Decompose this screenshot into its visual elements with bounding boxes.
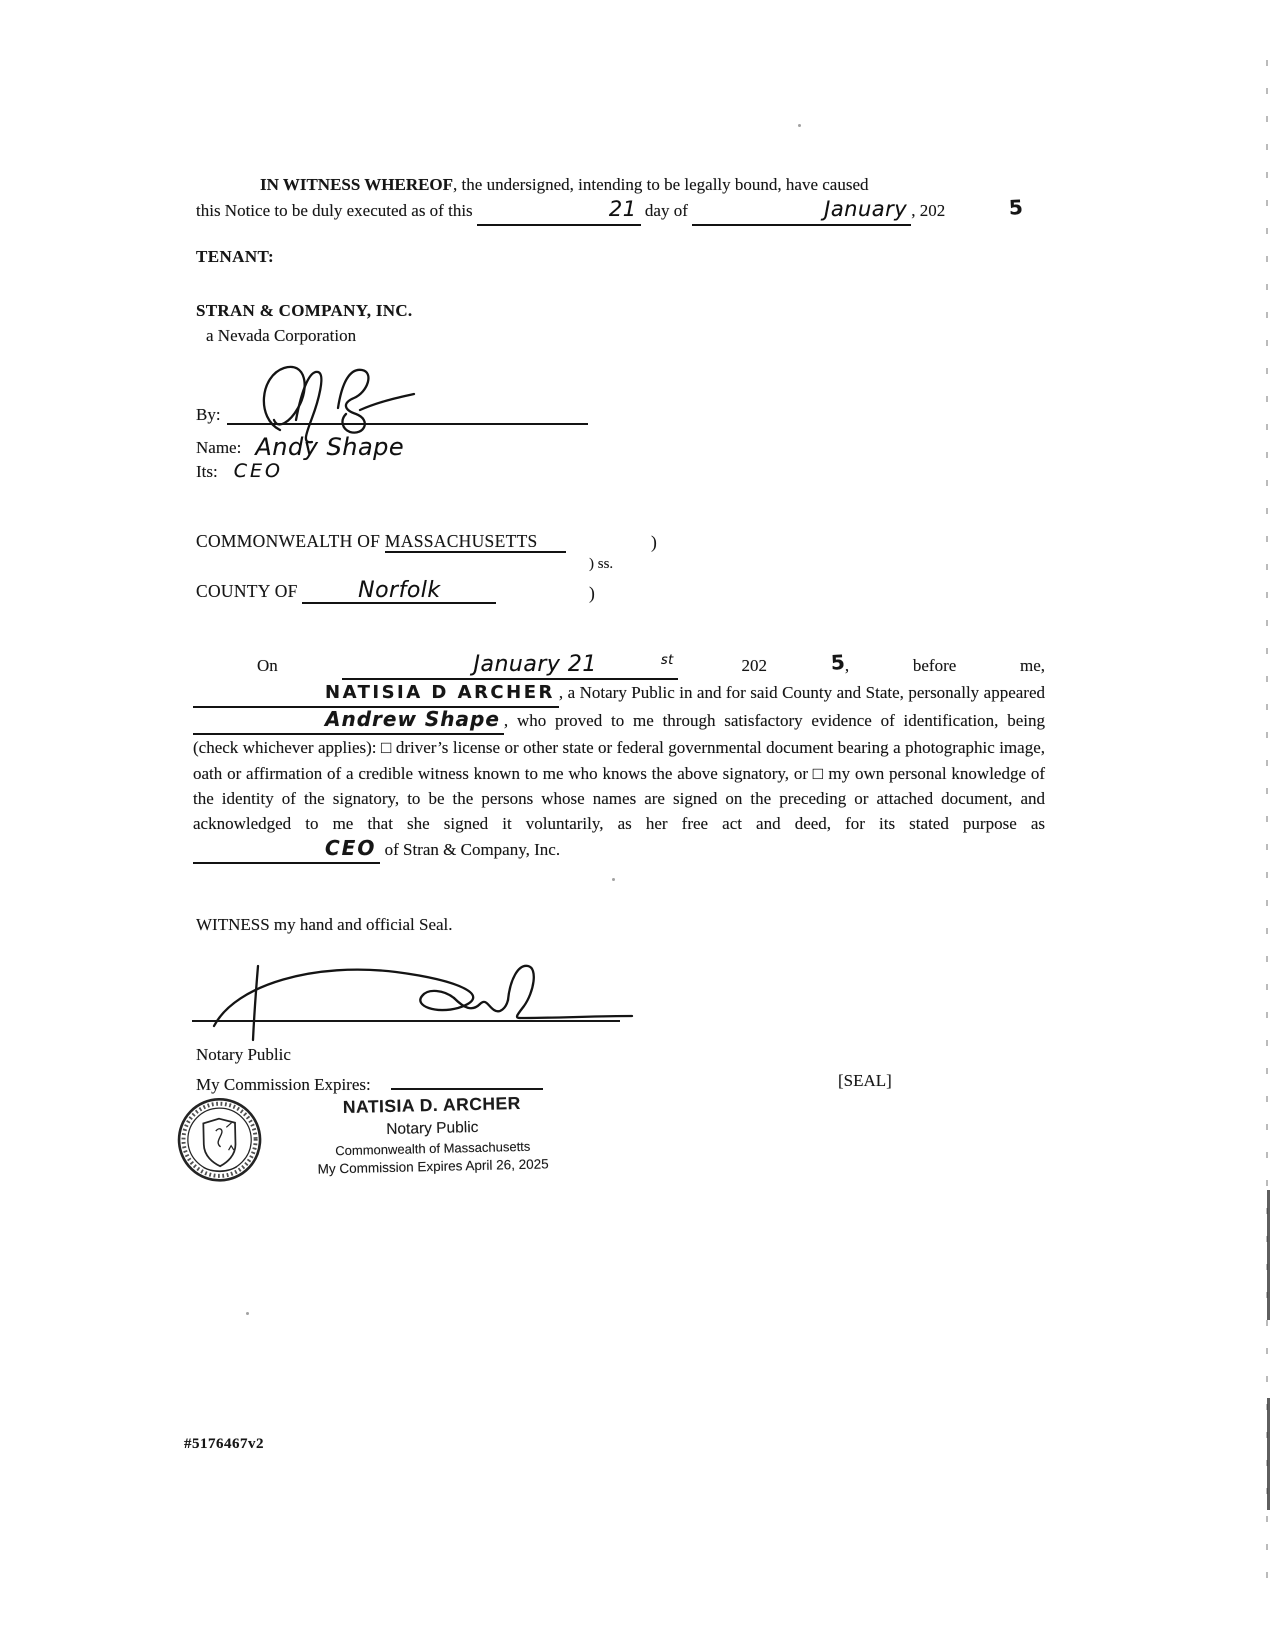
its-handwritten: CEO — [233, 460, 283, 482]
ack-text-f: of Stran & Company, Inc. — [384, 839, 561, 859]
scan-artifact-edge-dashes — [1266, 60, 1268, 1600]
by-row — [196, 405, 588, 425]
stamp-notary-title: Notary Public — [386, 1118, 479, 1139]
tenant-company-name: STRAN & COMPANY, INC. — [196, 301, 413, 320]
witness-clause-paragraph — [196, 172, 1041, 226]
witness-clause-text-b: this Notice to be duly executed as of this — [196, 201, 473, 221]
county-blank — [302, 578, 496, 604]
ack-date-ordinal: st — [660, 653, 674, 669]
scan-speck — [798, 124, 801, 127]
notary-signature-line — [192, 1020, 620, 1022]
state-close-paren: ) — [651, 532, 658, 552]
commonwealth-line — [196, 531, 566, 552]
ss-notation: ) ss. — [589, 556, 614, 572]
stamp-commission-expiry: My Commission Expires April 26, 2025 — [317, 1156, 549, 1177]
ack-text-d: , a Notary Public in and for said County and State, personally appeared — [558, 683, 1045, 703]
county-label: COUNTY OF — [196, 581, 298, 601]
tenant-heading: TENANT: — [196, 247, 275, 266]
ack-principal-blank — [193, 708, 504, 735]
scan-artifact-edge-line-2 — [1267, 1398, 1270, 1510]
witness-clause-text-a: , the undersigned, intending to be legally bound, have caused — [453, 175, 869, 194]
name-handwritten: Andy Shape — [255, 433, 405, 461]
notary-signature-icon — [196, 948, 641, 1043]
ack-date-blank — [342, 653, 678, 680]
execution-day-handwritten: 21 — [608, 197, 637, 222]
ack-text-e: , who proved to me through satisfactory evidence of identification, being (check whichever applies): □ driver’s license or other state or federal governmental document bearing a photographic image, oath or affirmation of a credible witness known to me who knows the above signatory, or □ my own personal knowledge of the identity of the signatory, to be the persons whose names are signed on the preceding or attached document, and acknowledged to me that she signed it voluntarily, as her free act and deed, for its stated purpose as — [193, 710, 1045, 834]
scan-speck — [246, 1312, 249, 1315]
execution-month-blank — [692, 198, 911, 225]
county-line — [196, 578, 496, 604]
execution-day-blank — [477, 198, 641, 225]
commonwealth-label: COMMONWEALTH OF — [196, 531, 381, 551]
scan-artifact-edge-line-1 — [1267, 1190, 1270, 1320]
seal-placeholder: [SEAL] — [838, 1071, 892, 1090]
ack-year-digit-handwritten: 5 — [830, 649, 846, 675]
its-label: Its: — [196, 462, 218, 481]
acknowledgment-paragraph — [193, 649, 1046, 864]
commission-label: My Commission Expires: — [196, 1075, 371, 1094]
ack-capacity-handwritten: CEO — [325, 835, 377, 860]
witness-seal-line: WITNESS my hand and official Seal. — [196, 915, 453, 934]
execution-month-handwritten: January — [824, 197, 908, 222]
ack-notary-name-handwritten: NATISIA D ARCHER — [325, 682, 555, 704]
notary-seal-icon — [175, 1095, 265, 1185]
execution-year-digit-handwritten: 5 — [1008, 195, 1024, 221]
jurisdiction-block — [196, 531, 676, 621]
name-row — [196, 431, 404, 459]
notary-stamp-text — [266, 1083, 598, 1177]
ack-capacity-blank — [193, 837, 380, 864]
stamp-jurisdiction: Commonwealth of Massachusetts — [335, 1138, 531, 1159]
by-label: By: — [196, 405, 221, 424]
name-label: Name: — [196, 438, 242, 457]
county-close-paren: ) — [589, 583, 596, 603]
ack-principal-handwritten: Andrew Shape — [325, 706, 500, 731]
ack-notary-name-blank — [193, 680, 559, 707]
its-row — [196, 460, 283, 482]
witness-clause-text-c: day of — [644, 201, 688, 221]
state-underlined: MASSACHUSETTS — [385, 531, 566, 553]
notary-stamp — [166, 1083, 609, 1233]
witness-clause-lead: IN WITNESS WHEREOF — [260, 175, 454, 194]
by-signature-line — [227, 405, 588, 425]
county-handwritten: Norfolk — [358, 578, 441, 603]
ack-text-c: , before me, — [844, 656, 1046, 675]
scan-speck — [612, 878, 615, 881]
ack-date-handwritten: January 21 — [473, 652, 597, 677]
document-reference-number: #5176467v2 — [184, 1436, 264, 1452]
stamp-notary-name: NATISIA D. ARCHER — [342, 1092, 522, 1118]
notary-public-label: Notary Public — [196, 1045, 291, 1064]
ack-text-a: On — [257, 656, 278, 675]
witness-clause-text-d: , 202 — [911, 201, 946, 221]
ack-text-b: 202 — [741, 656, 767, 675]
tenant-company-subtitle: a Nevada Corporation — [206, 326, 357, 345]
